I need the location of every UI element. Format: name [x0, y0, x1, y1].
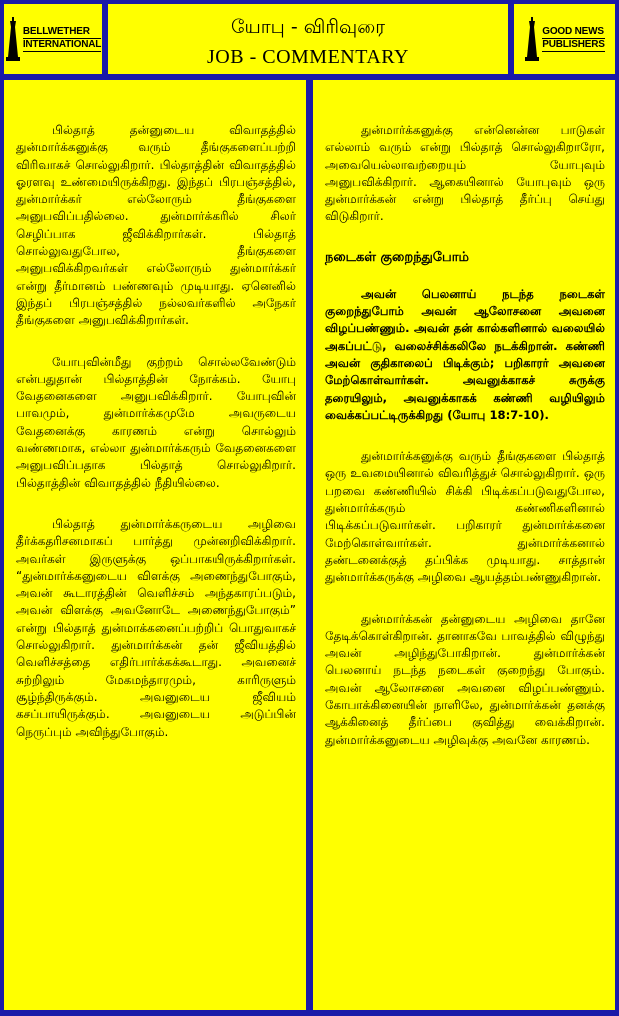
right-column: [313, 80, 615, 1010]
good-news-logo: [514, 4, 615, 74]
paragraph: துன்மார்க்கன் தன்னுடைய அழிவை தானே தேடிக்கொள்கிறான். தானாகவே பாவத்தில் விழுந்து அவன் அழிந்துபோகிறான். துன்மார்க்கன் பெலனாய் நடந்த நடைகள் குறைந்து போகும். அவன் ஆலோசனை அவனை விழப்பண்ணும். கோபாக்கினையின் நாளிலே, துன்மார்க்கன் தனக்கு ஆக்கினைத் தீர்ப்பை குவித்து வைக்கிறான். துன்மார்க்கனுடைய அழிவுக்கு அவனே காரணம்.: [325, 611, 605, 747]
left-column: [4, 80, 306, 1010]
logo-line: PUBLISHERS: [542, 39, 605, 50]
paragraph: பில்தாத் தன்னுடைய விவாதத்தில் துன்மார்க்கனுக்கு வரும் தீங்குகளைப்பற்றி விரிவாகச் சொல்லுகிறார். பில்தாத்தின் விவாதத்தில் ஓரளவு உண்மையிருக்கிறது. இந்தப் பிரபஞ்சத்தில், துன்மார்க்கர் எல்லோரும் தீங்குகளை அனுபவிப்பதில்லை. துன்மார்க்கரில் சிலர் செழிப்பாக ஜீவிக்கிறார்கள். பில்தாத் சொல்லுவதுபோல, தீங்குகளை அனுபவிக்கிறவர்கள் எல்லோரும் துன்மார்க்கர் என்று தீர்மானம் பண்ணவும் முடியாது. ஏனெனில் இந்தப் பிரபஞ்சத்தில் நல்லவர்களில் அநேகர் தீங்குகளை அனுபவிக்கிறார்கள்.: [16, 123, 296, 328]
paragraph: துன்மார்க்கனுக்கு என்னென்ன பாடுகள் எல்லாம் வரும் என்று பில்தாத் சொல்லுகிறாரோ, அவையெல்லாவற்றையும் யோபுவும் அனுபவிக்கிறார். ஆகையினால் யோபுவும் ஒரு துன்மார்க்கன் என்று பில்தாத் தீர்ப்பு செய்து விடுகிறார்.: [325, 123, 605, 224]
logo-line: INTERNATIONAL: [22, 39, 102, 50]
paragraph: யோபுவின்மீது குற்றம் சொல்லவேண்டும் என்பதுதான் பில்தாத்தின் நோக்கம். யோபு வேதனைகளை அனுபவிக்கிறார். யோபுவின் பாவமும், துன்மார்க்கமுமே அவருடைய வேதனைக்கு காரணம் என்று சொல்லும் வண்ணமாக, எல்லா துன்மார்க்கரும் வேதனைகளை அனுபவிப்பதாக பில்தாத் சொல்லுகிறார். பில்தாத்தின் விவாதத்தில் நீதியில்லை.: [16, 354, 296, 490]
lighthouse-icon: [524, 17, 540, 61]
title-tamil: யோபு - விரிவுரை: [230, 16, 386, 38]
logo-line: BELLWETHER: [23, 26, 101, 39]
title-banner: [108, 4, 508, 74]
section-heading: நடைகள் குறைந்துபோம்: [325, 249, 469, 265]
bellwether-logo: [4, 4, 102, 74]
scripture-quote: அவன் பெலனாய் நடந்த நடைகள் குறைந்துபோம் அவன் ஆலோசனை அவனை விழப்பண்ணும். அவன் தன் கால்களினால் வலையில் அகப்பட்டு, வலைச்சிக்கலிலே நடக்கிறான். கண்ணி அவன் குதிகாலைப் பிடிக்கும்; பறிகாரர் அவனை மேற்கொள்வார்கள். அவனுக்காகச் சுருக்கு தரையிலும், அவனுக்காகக் கண்ணி வழியிலும் வைக்கப்பட்டிருக்கிறது (யோபு 18:7-10).: [325, 286, 605, 422]
lighthouse-icon: [5, 17, 21, 61]
paragraph: துன்மார்க்கனுக்கு வரும் தீங்குகளை பில்தாத் ஒரு உவமையினால் விவரித்துச் சொல்லுகிறார். ஒரு பறவை கண்ணியில் சிக்கி பிடிக்கப்படுவதுபோல, துன்மார்க்கரும் கண்ணிகளினால் பிடிக்கப்படுவார்கள். பறிகாரர் துன்மார்க்கனை மேற்கொள்வார்கள். துன்மார்க்கனால் தண்டனைக்குத் தப்பிக்க முடியாது. சாத்தான் துன்மார்க்கருக்கு அழிவை ஆயத்தம்பண்ணுகிறான்.: [325, 449, 605, 585]
logo-line: GOOD NEWS: [542, 26, 604, 37]
paragraph: பில்தாத் துன்மார்க்கருடைய அழிவை தீர்க்கதரிசனமாகப் பார்த்து முன்னறிவிக்கிறார். அவர்கள் இருளுக்கு ஒப்பாகயிருக்கிறார்கள். “துன்மார்க்கனுடைய விளக்கு அணைந்துபோகும், அவன் கூடாரத்தின் வெளிச்சம் அந்தகாரப்படும், அவன் விளக்கு அவனோடே அணைந்துபோகும்” என்று பில்தாத் துன்மாக்கனைப்பற்றிப் பொதுவாகச் சொல்லுகிறார். துன்மார்க்கன் தன் ஜீவியத்தில் வெளிச்சத்தை எதிர்பார்க்கக்கூடாது. அவனைச் சுற்றிலும் மேகமந்தாரமும், காரிருளும் சூழ்ந்திருக்கும். அவனுடைய ஜீவியம் கசப்பாயிருக்கும். அவனுடைய அடுப்பின் நெருப்பும் அவிந்துபோகும்.: [16, 516, 296, 739]
title-english: JOB - COMMENTARY: [207, 46, 409, 68]
